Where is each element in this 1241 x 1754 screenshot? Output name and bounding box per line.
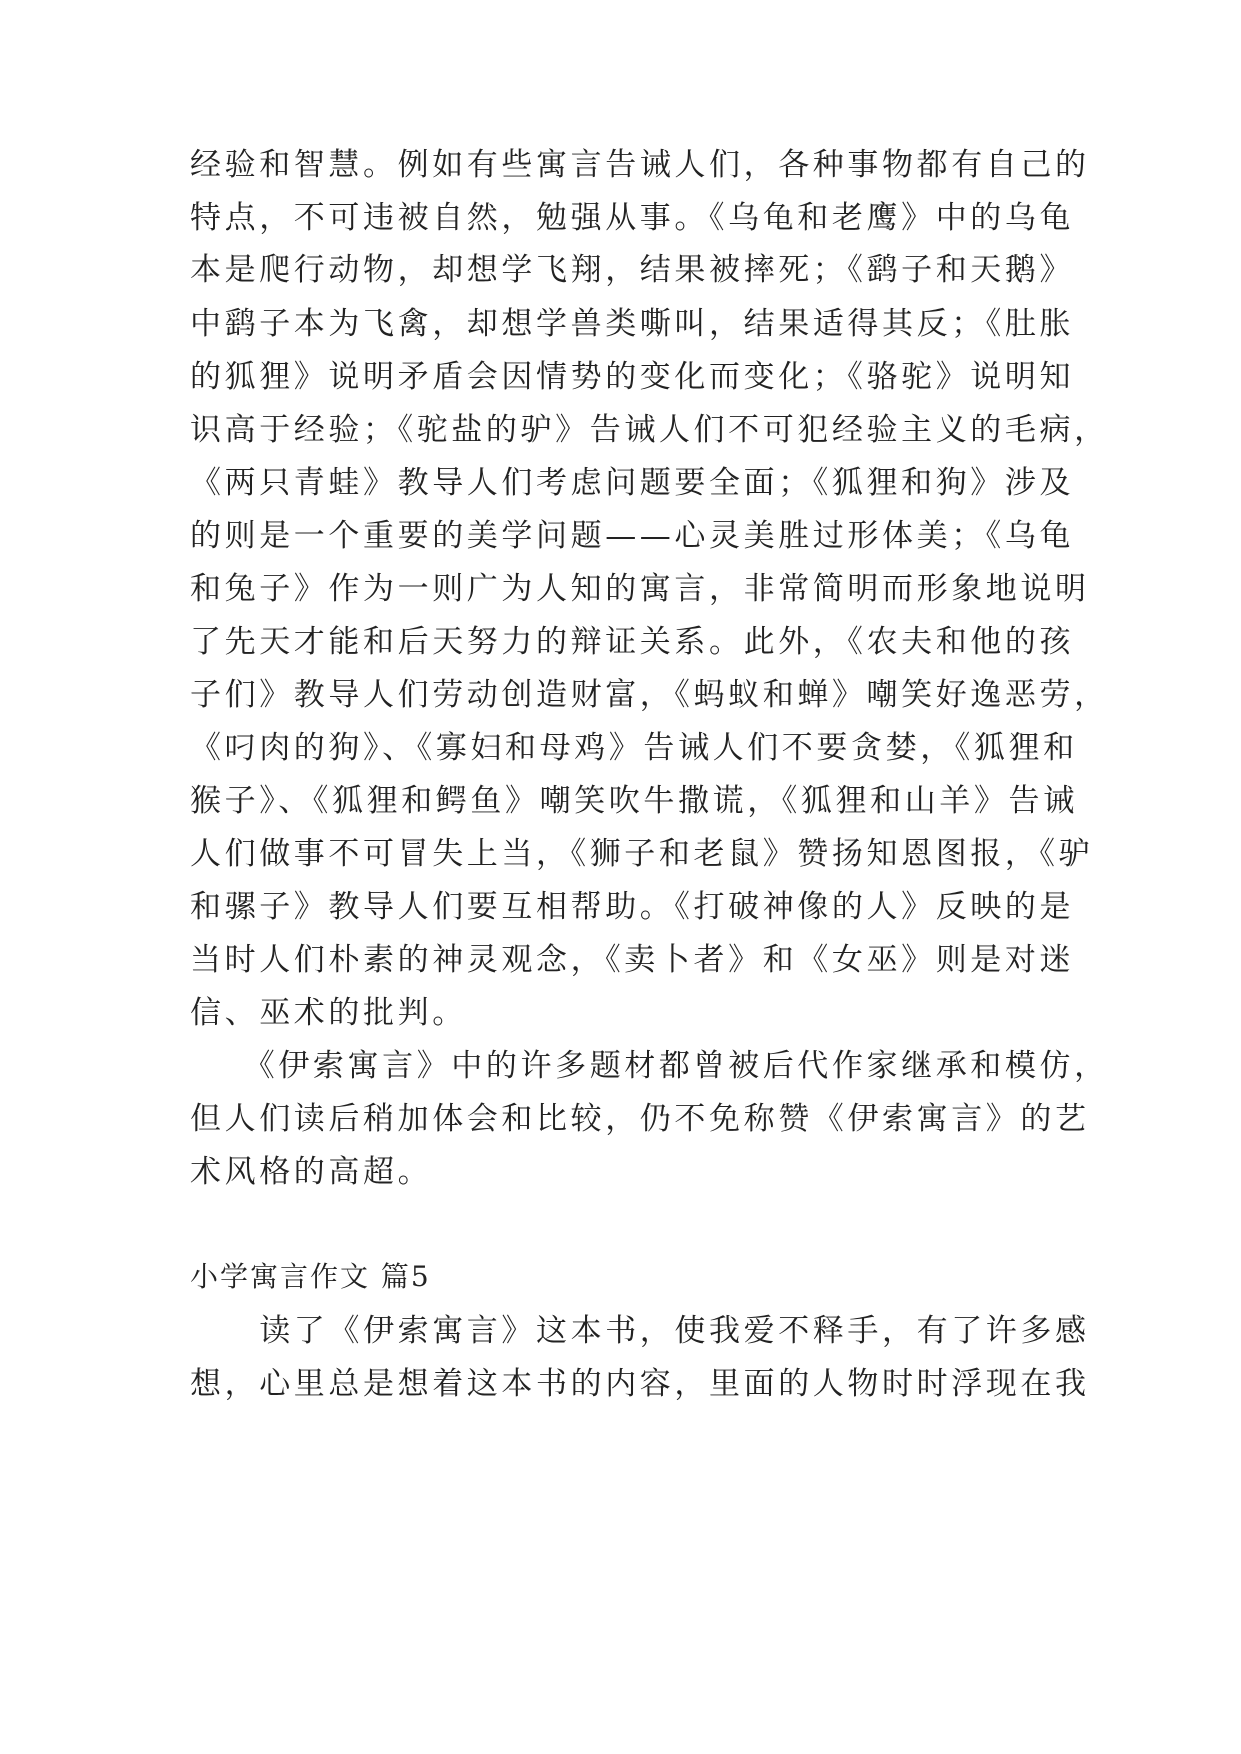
text-line: 但人们读后稍加体会和比较，仍不免称赞《伊索寓言》的艺 bbox=[190, 1101, 1090, 1137]
text-line: 特点，不可违被自然，勉强从事。《乌龟和老鹰》中的乌龟 bbox=[190, 200, 1075, 236]
text-line: 本是爬行动物，却想学飞翔，结果被摔死；《鹞子和天鹅》 bbox=[190, 252, 1075, 288]
text-line: 术风格的高超。 bbox=[190, 1154, 433, 1190]
text-line: 中鹞子本为飞禽，却想学兽类嘶叫，结果适得其反；《肚胀 bbox=[190, 306, 1075, 342]
text-line: 和骡子》教导人们要互相帮助。《打破神像的人》反映的是 bbox=[190, 889, 1075, 925]
text-line: 猴子》、《狐狸和鳄鱼》嘲笑吹牛撒谎，《狐狸和山羊》告诫 bbox=[190, 783, 1078, 819]
section-heading: 小学寓言作文 篇5 bbox=[190, 1260, 431, 1293]
text-line: 经验和智慧。例如有些寓言告诫人们，各种事物都有自己的 bbox=[190, 147, 1090, 183]
text-line: 读了《伊索寓言》这本书，使我爱不释手，有了许多感 bbox=[190, 1313, 1090, 1349]
text-line: 《两只青蛙》教导人们考虑问题要全面；《狐狸和狗》涉及 bbox=[190, 465, 1075, 501]
text-line: 《伊索寓言》中的许多题材都曾被后代作家继承和模仿， bbox=[190, 1048, 1109, 1084]
text-line: 和兔子》作为一则广为人知的寓言，非常简明而形象地说明 bbox=[190, 571, 1090, 607]
text-line: 了先天才能和后天努力的辩证关系。此外，《农夫和他的孩 bbox=[190, 624, 1075, 660]
text-line: 识高于经验；《驼盐的驴》告诫人们不可犯经验主义的毛病， bbox=[190, 412, 1109, 448]
text-line: 《叼肉的狗》、《寡妇和母鸡》告诫人们不要贪婪，《狐狸和 bbox=[190, 730, 1078, 766]
text-line: 想，心里总是想着这本书的内容，里面的人物时时浮现在我 bbox=[190, 1366, 1090, 1402]
text-line: 的则是一个重要的美学问题——心灵美胜过形体美；《乌龟 bbox=[190, 518, 1075, 554]
text-line: 当时人们朴素的神灵观念，《卖卜者》和《女巫》则是对迷 bbox=[190, 942, 1075, 978]
text-line: 子们》教导人们劳动创造财富，《蚂蚁和蝉》嘲笑好逸恶劳， bbox=[190, 677, 1109, 713]
text-line: 人们做事不可冒失上当，《狮子和老鼠》赞扬知恩图报，《驴 bbox=[190, 836, 1094, 872]
text-line: 的狐狸》说明矛盾会因情势的变化而变化；《骆驼》说明知 bbox=[190, 359, 1075, 395]
text-line: 信、巫术的批判。 bbox=[190, 995, 467, 1031]
